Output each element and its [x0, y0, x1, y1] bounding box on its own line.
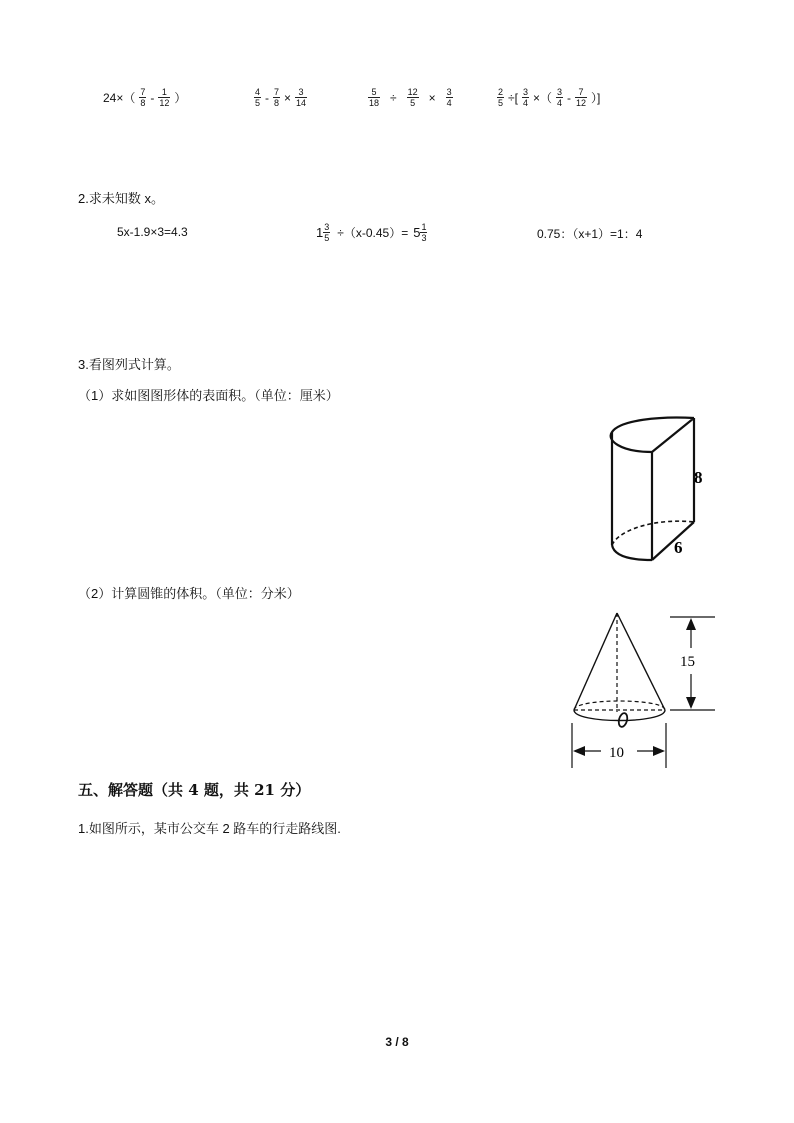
q3-subquestion-1: （1）求如图图形体的表面积。（单位：厘米） [78, 388, 339, 403]
calc-expression-4 [495, 87, 600, 108]
section-5-title: 五、解答题（共 4 题，共 21 分） [78, 781, 311, 799]
operator: ÷[ [508, 90, 518, 105]
fraction: $\frac{2}{5}$ [498, 87, 504, 108]
operator: ÷ [390, 90, 397, 105]
q2-equation-1: 5x-1.9×3=4.3 [117, 225, 188, 239]
fraction: $\frac{7}{8}$ [140, 87, 146, 108]
fraction: $\frac{1}{12}$ [159, 87, 170, 108]
cone-figure [565, 608, 725, 773]
operator: ×（ [532, 91, 552, 105]
q2-equation-3: 0.75：（x+1）=1：4 [537, 227, 643, 241]
operator: - [265, 90, 270, 105]
section-5-question-1: 1.如图所示，某市公交车 2 路车的行走路线图. [78, 821, 341, 836]
calc-expression-1 [103, 87, 186, 108]
fraction: $\frac{3}{14}$ [296, 87, 307, 108]
operator: × [284, 90, 292, 105]
expr-text: ） [174, 91, 187, 105]
operator: - [566, 90, 571, 105]
fraction: $\frac{7}{8}$ [274, 87, 280, 108]
radius-label: 6 [674, 538, 683, 557]
fraction: $\frac{3}{4}$ [446, 87, 452, 108]
fraction: $\frac{3}{4}$ [522, 87, 528, 108]
q2-title: 2.求未知数 x。 [78, 191, 164, 206]
q3-title: 3.看图列式计算。 [78, 357, 180, 372]
page-number: 3 / 8 [385, 1035, 409, 1049]
calc-expression-3 [366, 87, 455, 108]
calc-expression-2 [252, 87, 309, 108]
half-cylinder-figure [600, 410, 720, 570]
q2-equation-2 [316, 222, 429, 243]
operator: - [150, 90, 155, 105]
fraction: $\frac{7}{12}$ [575, 87, 586, 108]
fraction: $\frac{12}{5}$ [407, 87, 418, 108]
mixed-number: 5 $\frac{1}{3}$ [413, 222, 427, 243]
operator: × [428, 90, 436, 105]
fraction: $\frac{3}{4}$ [556, 87, 562, 108]
cone-height-label: 15 [680, 654, 695, 670]
fraction: $\frac{5}{18}$ [369, 87, 380, 108]
fraction: $\frac{4}{5}$ [255, 87, 261, 108]
cone-diameter-label: 10 [609, 745, 624, 761]
q3-subquestion-2: （2）计算圆锥的体积。（单位：分米） [78, 586, 300, 601]
expr-text: ）] [591, 91, 601, 105]
expr-text: 24×（ [103, 91, 136, 105]
height-label: 8 [694, 468, 703, 487]
mixed-number: 1 $\frac{3}{5}$ [316, 222, 330, 243]
expr-text: ÷（x-0.45）= [337, 226, 409, 240]
